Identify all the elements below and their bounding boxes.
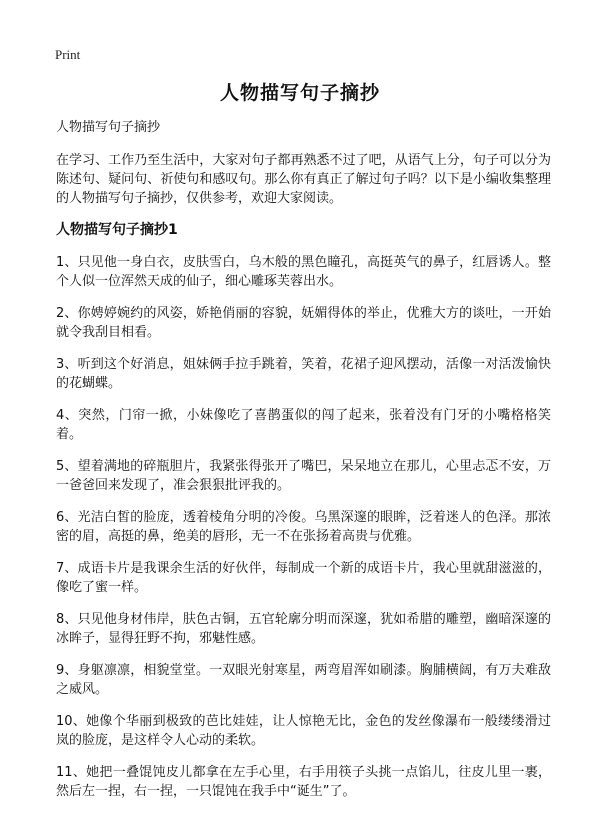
list-item: 3、听到这个好消息，姐妹俩手拉手跳着，笑着，花裙子迎风摆动，活像一对活泼愉快的花蝴蝶。	[56, 357, 551, 391]
list-item: 7、成语卡片是我课余生活的好伙伴，每制成一个新的成语卡片，我心里就甜滋滋的，像吃了蜜一样。	[56, 561, 551, 595]
list-item: 6、光洁白皙的脸庞，透着棱角分明的冷俊。乌黑深邃的眼眸，泛着迷人的色泽。那浓密的眉，高挺的鼻，绝美的唇形，无一不在张扬着高贵与优雅。	[56, 510, 551, 544]
article-subtitle: 人物描写句子摘抄	[56, 120, 161, 135]
page-title: 人物描写句子摘抄	[219, 82, 380, 104]
list-item: 9、身躯凛凛，相貌堂堂。一双眼光射寒星，两弯眉浑如刷漆。胸脯横阔，有万夫难敌之威风。	[56, 663, 551, 697]
list-item: 11、她把一叠馄饨皮儿都拿在左手心里，右手用筷子头挑一点馅儿，往皮儿里一裹，然后左一捏，右一捏，一只馄饨在我手中“诞生”了。	[56, 765, 551, 799]
list-item: 2、你娉婷婉约的风姿，娇艳俏丽的容貌，妩媚得体的举止，优雅大方的谈吐，一开始就令我刮目相看。	[56, 306, 551, 340]
list-item: 8、只见他身材伟岸，肤色古铜，五官轮廓分明而深邃，犹如希腊的雕塑，幽暗深邃的冰眸子，显得狂野不拘，邪魅性感。	[56, 612, 551, 646]
list-item: 5、望着满地的碎瓶胆片，我紧张得张开了嘴巴，呆呆地立在那儿，心里忐忑不安，万一爸爸回来发现了，准会狠狠批评我的。	[56, 459, 551, 493]
section-heading: 人物描写句子摘抄1	[56, 222, 178, 238]
print-link[interactable]: Print	[55, 47, 81, 62]
intro-paragraph: 在学习、工作乃至生活中，大家对句子都再熟悉不过了吧，从语气上分，句子可以分为陈述句、疑问句、祈使句和感叹句。那么你有真正了解过句子吗？以下是小编收集整理的人物描写句子摘抄，仅供参考，欢迎大家阅读。	[56, 153, 551, 206]
list-item: 1、只见他一身白衣，皮肤雪白，乌木般的黑色瞳孔，高挺英气的鼻子，红唇诱人。整个人似一位浑然天成的仙子，细心雕琢芙蓉出水。	[56, 255, 551, 289]
list-item: 10、她像个华丽到极致的芭比娃娃，让人惊艳无比，金色的发丝像瀑布一般缕缕滑过岚的脸庞，是这样令人心动的柔软。	[56, 714, 551, 748]
list-item: 4、突然，门帘一掀，小妹像吃了喜鹊蛋似的闯了起来，张着没有门牙的小嘴格格笑着。	[56, 408, 551, 442]
article-body	[56, 119, 551, 814]
